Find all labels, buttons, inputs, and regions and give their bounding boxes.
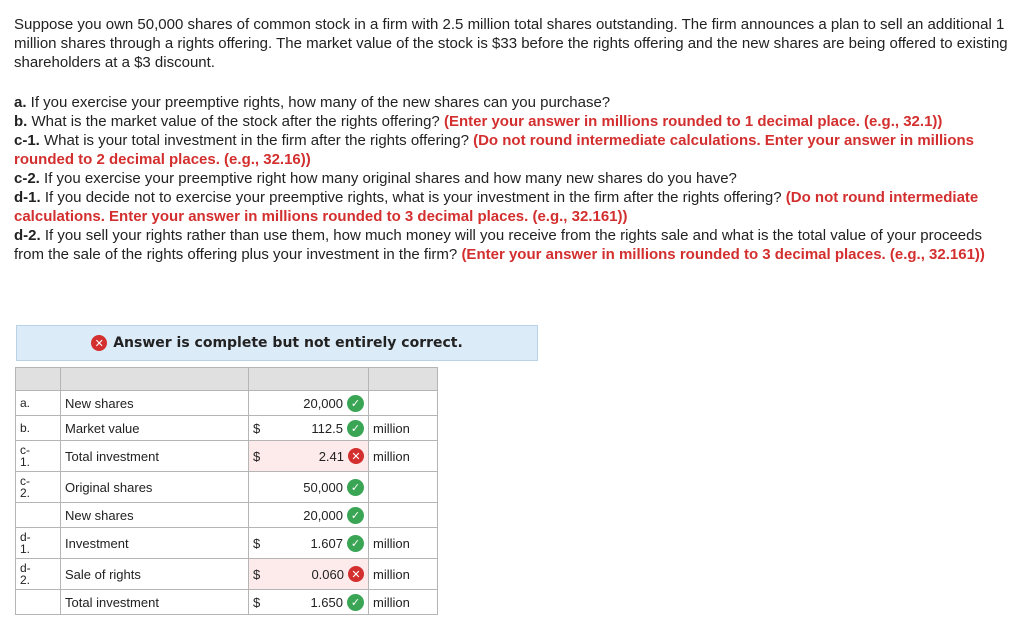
row-key: b. — [16, 416, 61, 441]
header-cell — [16, 368, 61, 391]
answer-input[interactable] — [297, 472, 369, 503]
currency-symbol: $ — [249, 528, 298, 559]
question-c2 — [14, 169, 1010, 188]
table-row — [16, 391, 438, 416]
answer-table — [15, 367, 438, 615]
x-circle-icon: ✕ — [348, 448, 364, 464]
result-banner-text: Answer is complete but not entirely correct. — [113, 335, 463, 351]
answer-value: 1.650 — [310, 594, 343, 610]
currency-symbol: $ — [249, 441, 298, 472]
row-label: Original shares — [61, 472, 249, 503]
table-header-row — [16, 368, 438, 391]
row-label: Sale of rights — [61, 559, 249, 590]
question-label: d-1. — [14, 189, 41, 206]
question-text: What is the market value of the stock after the rights offering? — [27, 113, 444, 130]
row-key — [16, 503, 61, 528]
table-row — [16, 559, 438, 590]
currency-symbol: $ — [249, 559, 298, 590]
question-list — [14, 93, 1010, 264]
question-label: a. — [14, 94, 27, 111]
table-row — [16, 503, 438, 528]
answer-input[interactable] — [297, 528, 369, 559]
question-text: If you exercise your preemptive right how many original shares and how many new shares do you have? — [39, 170, 737, 187]
unit-label — [369, 472, 438, 503]
header-cell — [369, 368, 438, 391]
answer-value: 0.060 — [311, 566, 344, 582]
question-note: (Do not round intermediate calculations. Enter your answer in millions rounded to 2 decimal places. (e.g., 32.16)) — [14, 132, 975, 168]
answer-value: 112.5 — [311, 420, 343, 436]
question-label: c-1. — [14, 132, 40, 149]
row-label: Total investment — [61, 441, 249, 472]
table-row — [16, 472, 438, 503]
row-key: d- 2. — [16, 559, 61, 590]
question-note: (Do not round intermediate calculations. Enter your answer in millions rounded to 3 decimal places. (e.g., 32.161)) — [14, 189, 979, 225]
currency-symbol — [249, 472, 298, 503]
answer-input[interactable] — [297, 503, 369, 528]
result-banner — [16, 325, 538, 361]
row-label: Total investment — [61, 590, 249, 615]
row-key — [16, 590, 61, 615]
answer-input[interactable] — [297, 416, 369, 441]
answer-input[interactable] — [297, 441, 369, 472]
x-circle-icon: ✕ — [91, 335, 107, 351]
problem-intro: Suppose you own 50,000 shares of common stock in a firm with 2.5 million total shares outstanding. The firm announces a plan to sell an additional 1 million shares through a rights offering. The market value of the stock is $33 before the rights offering and the new shares are being offered to existing shareholders at a $3 discount. — [14, 16, 1008, 71]
currency-symbol — [249, 503, 298, 528]
answer-value: 2.41 — [318, 448, 344, 464]
question-b — [14, 112, 1010, 131]
currency-symbol: $ — [249, 416, 298, 441]
row-label: New shares — [61, 391, 249, 416]
answer-input[interactable] — [297, 559, 369, 590]
currency-symbol: $ — [249, 590, 298, 615]
check-circle-icon: ✓ — [347, 594, 364, 611]
unit-label: million — [369, 441, 438, 472]
table-row — [16, 441, 438, 472]
answer-input[interactable] — [297, 590, 369, 615]
question-a — [14, 93, 1010, 112]
question-label: c-2. — [14, 170, 40, 187]
question-d2 — [14, 226, 1010, 264]
row-key: c- 2. — [16, 472, 61, 503]
question-note: (Enter your answer in millions rounded to 3 decimal places. (e.g., 32.161)) — [461, 246, 985, 263]
row-key: c- 1. — [16, 441, 61, 472]
answer-value: 50,000 — [303, 479, 343, 495]
x-circle-icon: ✕ — [348, 566, 364, 582]
check-circle-icon: ✓ — [347, 395, 364, 412]
table-row — [16, 590, 438, 615]
unit-label: million — [369, 590, 438, 615]
table-row — [16, 416, 438, 441]
check-circle-icon: ✓ — [347, 420, 364, 437]
header-cell — [297, 368, 369, 391]
question-text: What is your total investment in the firm after the rights offering? — [39, 132, 474, 149]
question-text: If you exercise your preemptive rights, how many of the new shares can you purchase? — [26, 94, 611, 111]
row-key: a. — [16, 391, 61, 416]
answer-value: 1.607 — [310, 535, 343, 551]
check-circle-icon: ✓ — [347, 535, 364, 552]
question-text: If you decide not to exercise your preemptive rights, what is your investment in the firm after the rights offering? — [40, 189, 786, 206]
question-c1 — [14, 131, 1010, 169]
currency-symbol — [249, 391, 298, 416]
unit-label: million — [369, 416, 438, 441]
answer-value: 20,000 — [303, 395, 343, 411]
table-row — [16, 528, 438, 559]
question-label: b. — [14, 113, 28, 130]
check-circle-icon: ✓ — [347, 479, 364, 496]
question-text: If you sell your rights rather than use them, how much money will you receive from the rights sale and what is the total value of your proceeds from the sale of the rights offering plus your investment in the firm? — [14, 227, 982, 263]
answer-input[interactable] — [297, 391, 369, 416]
check-circle-icon: ✓ — [347, 507, 364, 524]
question-label: d-2. — [14, 227, 41, 244]
row-key: d- 1. — [16, 528, 61, 559]
unit-label — [369, 503, 438, 528]
answer-value: 20,000 — [303, 507, 343, 523]
unit-label: million — [369, 559, 438, 590]
question-d1 — [14, 188, 1010, 226]
question-note: (Enter your answer in millions rounded to 1 decimal place. (e.g., 32.1)) — [443, 113, 943, 130]
unit-label: million — [369, 528, 438, 559]
row-label: New shares — [61, 503, 249, 528]
header-cell — [61, 368, 249, 391]
header-cell — [249, 368, 298, 391]
row-label: Investment — [61, 528, 249, 559]
unit-label — [369, 391, 438, 416]
row-label: Market value — [61, 416, 249, 441]
